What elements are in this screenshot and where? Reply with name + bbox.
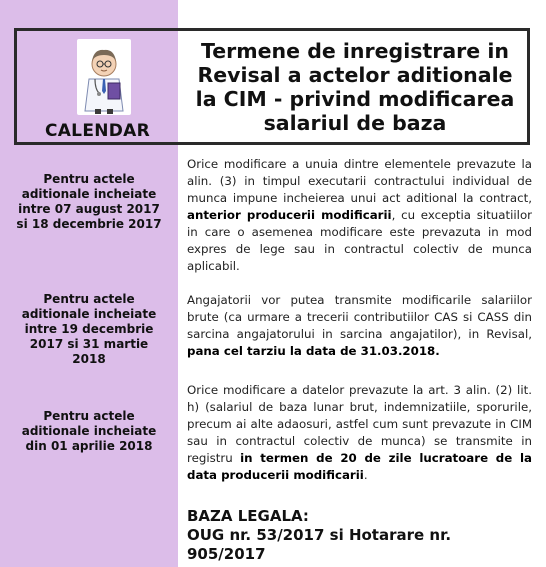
row-1-text-end: , cu exceptia situatiilor in care o asemenea modificare este prevazuta in mod expres de lege sau in contractul colectiv de munca aplicabil. bbox=[187, 208, 533, 273]
page-title: Termene de inregistrare in Revisal a actelor aditionale la CIM - privind modificarea salariul de baza bbox=[195, 39, 515, 135]
row-1-text-start: Orice modificare a unuia dintre elementele prevazute la alin. (3) in timpul executarii contractului individual de munca impune incheierea unui act aditional la contract, bbox=[187, 157, 532, 205]
doctor-illustration-icon bbox=[77, 39, 131, 115]
row-1-label: Pentru actele aditionale incheiate intre 07 august 2017 si 18 decembrie 2017 bbox=[16, 172, 162, 231]
row-2-label: Pentru actele aditionale incheiate intre 19 decembrie 2017 si 31 martie 2018 bbox=[21, 292, 157, 366]
row-3-text-bold: in termen de 20 de zile lucratoare de la data producerii modificarii bbox=[187, 451, 532, 482]
header-box bbox=[14, 28, 530, 145]
row-1-text-bold: anterior producerii modificarii bbox=[187, 208, 392, 222]
row-2-text-start: Angajatorii vor putea transmite modificarile salariilor brute (ca urmare a trecerii contributiilor CAS si CASS din sarcina angajatorului in sarcina angajatilor), in Revisal, bbox=[187, 293, 532, 341]
legal-basis bbox=[187, 507, 532, 564]
row-3-text-end: . bbox=[363, 468, 368, 482]
legal-basis-heading: BAZA LEGALA: bbox=[187, 507, 309, 525]
header-left-panel bbox=[17, 31, 178, 142]
calendar-label: CALENDAR bbox=[44, 121, 151, 141]
row-1-text bbox=[187, 156, 532, 275]
legal-basis-text: OUG nr. 53/2017 si Hotarare nr. 905/2017 bbox=[187, 526, 452, 563]
row-3-text-start: Orice modificare a datelor prevazute la art. 3 alin. (2) lit. h) (salariul de baza lunar brut, indemnizatiile, sporurile, precum ai alte adaosuri, astfel cum sunt prevazute in CIM sau in contractul colectiv de munca) se transmite in registru bbox=[187, 383, 532, 465]
row-2-text-bold: pana cel tarziu la data de 31.03.2018. bbox=[187, 344, 440, 358]
row-3-text bbox=[187, 382, 532, 484]
row-3-label: Pentru actele aditionale incheiate din 01 aprilie 2018 bbox=[21, 409, 157, 453]
row-2-text bbox=[187, 292, 532, 360]
